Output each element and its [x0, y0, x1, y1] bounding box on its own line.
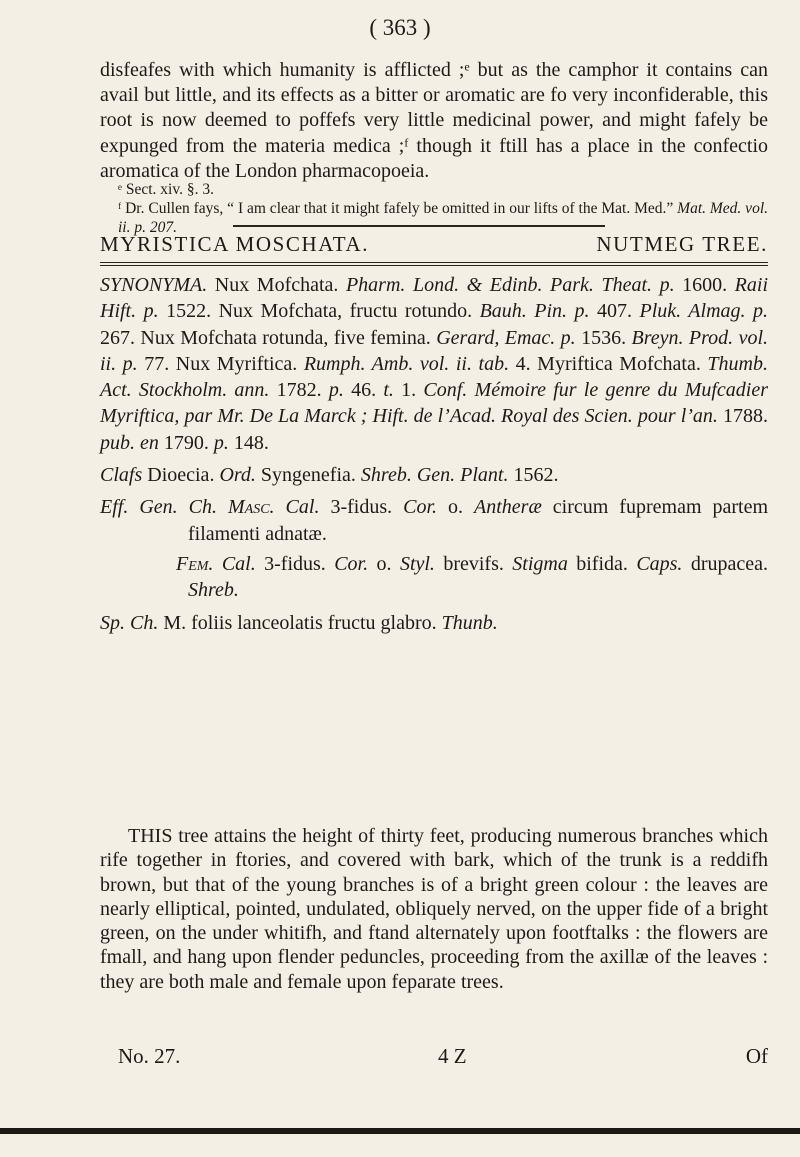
synonyma-label: SYNONYMA. — [100, 274, 208, 296]
page-bottom-edge — [0, 1128, 800, 1134]
page-footer — [118, 1044, 768, 1070]
footnote-f-text: ᶠ Dr. Cullen fays, “ I am clear that it might fafely be omitted in our lifts of the Mat. Med.” — [118, 200, 674, 217]
footnote-e: ᵉ Sect. xiv. §. 3. — [118, 181, 214, 198]
essential-generic-character: Eff. Gen. Ch. Masc. Cal. 3-fidus. Cor. o. Antheræ circum fupremam partem filamenti adnatæ. — [100, 496, 769, 545]
footnotes — [100, 180, 768, 237]
footer-catchword: Of — [745, 1044, 768, 1068]
female-character: Fem. Cal. 3-fidus. Cor. o. Styl. brevifs. Stigma bifida. Caps. drupacea. Shreb. — [176, 552, 769, 602]
botanical-entry — [100, 272, 768, 636]
heading-english-name: NUTMEG TREE. — [596, 232, 768, 256]
page-number: ( 363 ) — [369, 15, 431, 40]
footer-signature: 4 Z — [438, 1044, 467, 1068]
description-paragraph: THIS tree attains the height of thirty feet, producing numerous branches which rife together in ftories, and covered with bark, which of the trunk is a reddifh brown, but that of the young branches is of a bright green colour : the leaves are nearly elliptical, pointed, undulated, obliquely nerved, on the upper fide of a bright green, on the under whitifh, and ftand alternately upon footftalks : the flowers are fmall, and hang upon flender peduncles, proceeding from the axillæ of the leaves : they are both male and female upon feparate trees. — [100, 825, 768, 993]
heading-latin-name: MYRISTICA MOSCHATA. — [100, 232, 370, 256]
section-rule-top — [233, 225, 605, 227]
clafs-line: Clafs Dioecia. Ord. Syngenefia. Shreb. Gen. Plant. 1562. — [100, 464, 559, 487]
intro-paragraph: disfeafes with which humanity is afflicted ;ᵉ but as the camphor it contains can avail but little, and its effects as a bitter or aromatic are fo very inconfiderable, this root is now deemed to poffefs very little medicinal power, and might fafely be expunged from the materia medica ;ᶠ though it ftill has a place in the confectio aromatica of the London pharmacopoeia. — [100, 59, 768, 182]
section-heading — [100, 232, 768, 257]
specific-character: Sp. Ch. M. foliis lanceolatis fructu glabro. Thunb. — [100, 611, 498, 634]
footnote-f-reference: Mat. Med. vol. ii. p. 207. — [118, 200, 768, 236]
synonyma-paragraph: SYNONYMA. Nux Mofchata. Pharm. Lond. & Edinb. Park. Theat. p. 1600. Raii Hift. p. 1522. Nux Mofchata, fructu rotundo. Bauh. Pin. p. 407. Pluk. Almag. p. 267. Nux Mofchata rotunda, five femina. Gerard, Emac. p. 1536. Breyn. Prod. vol. ii. p. 77. Nux Myriftica. Rumph. Amb. vol. ii. tab. 4. Myriftica Mofchata. Thumb. Act. Stockholm. ann. 1782. p. 46. t. 1. Conf. Mémoire fur le genre du Mufcadier Myriftica, par Mr. De La Marck ; Hift. de l’Acad. Royal des Scien. pour l’an. 1788. pub. en 1790. p. 148. — [100, 274, 769, 454]
section-rule-double — [100, 262, 768, 266]
footer-number: No. 27. — [118, 1044, 181, 1068]
